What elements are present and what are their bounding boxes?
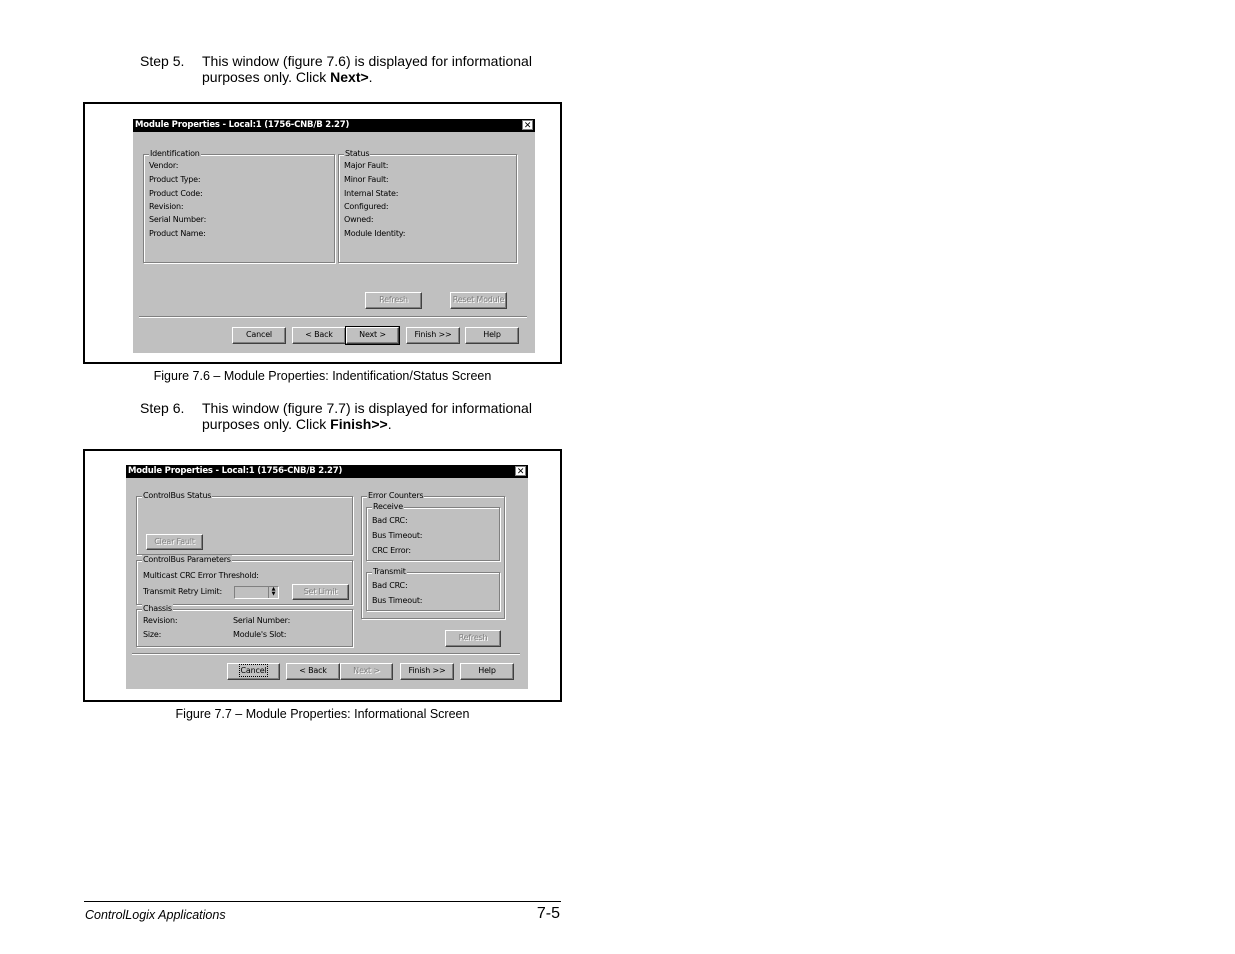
status-group: Status: [338, 154, 517, 263]
next-button[interactable]: Next >: [346, 327, 399, 344]
receive-crc-error-label: CRC Error:: [372, 546, 411, 555]
receive-bus-timeout-label: Bus Timeout:: [372, 531, 423, 540]
chassis-group: Chassis: [136, 609, 353, 647]
chassis-size-label: Size:: [143, 630, 162, 639]
close-icon[interactable]: ✕: [516, 467, 525, 477]
internal-state-label: Internal State:: [344, 189, 399, 198]
major-fault-label: Major Fault:: [344, 161, 389, 170]
finish-button[interactable]: Finish >>: [406, 327, 460, 344]
receive-group: Receive: [366, 507, 500, 561]
step-text: This window (figure 7.6) is displayed for informational purposes only. Click Next>.: [202, 53, 532, 85]
dialog-title-bar: Module Properties - Local:1 (1756-CNB/B 2.27): [133, 119, 535, 132]
back-button[interactable]: < Back: [292, 327, 346, 344]
controlbus-status-group: ControlBus Status: [136, 496, 353, 555]
configured-label: Configured:: [344, 202, 389, 211]
back-button[interactable]: < Back: [286, 663, 340, 680]
refresh-button[interactable]: Refresh: [365, 292, 422, 309]
refresh-button[interactable]: Refresh: [445, 630, 501, 647]
figure-7-6-caption: Figure 7.6 – Module Properties: Indentification/Status Screen: [153, 369, 492, 383]
figure-7-7-caption: Figure 7.7 – Module Properties: Informational Screen: [175, 707, 470, 721]
clear-fault-button[interactable]: Clear Fault: [146, 534, 203, 550]
serial-number-label: Serial Number:: [149, 215, 207, 224]
transmit-bus-timeout-label: Bus Timeout:: [372, 596, 423, 605]
chassis-revision-label: Revision:: [143, 616, 178, 625]
module-identity-label: Module Identity:: [344, 229, 406, 238]
step-5: [140, 53, 570, 87]
reset-module-button[interactable]: Reset Module: [450, 292, 507, 309]
vendor-label: Vendor:: [149, 161, 179, 170]
receive-bad-crc-label: Bad CRC:: [372, 516, 408, 525]
step-number: Step 6.: [140, 400, 185, 416]
help-button[interactable]: Help: [460, 663, 514, 680]
revision-label: Revision:: [149, 202, 184, 211]
owned-label: Owned:: [344, 215, 374, 224]
dialog-title-bar: Module Properties - Local:1 (1756-CNB/B 2.27): [126, 465, 528, 478]
step-text: This window (figure 7.7) is displayed for informational purposes only. Click Finish>>.: [202, 400, 532, 432]
module-properties-dialog-1: [133, 119, 535, 353]
step-number: Step 5.: [140, 53, 185, 69]
close-icon[interactable]: ✕: [523, 121, 532, 131]
error-counters-group: Error Counters: [361, 496, 505, 619]
cancel-button[interactable]: Cancel: [227, 663, 280, 680]
transmit-bad-crc-label: Bad CRC:: [372, 581, 408, 590]
module-slot-label: Module's Slot:: [233, 630, 287, 639]
minor-fault-label: Minor Fault:: [344, 175, 389, 184]
retry-limit-stepper[interactable]: [234, 586, 279, 599]
multicast-crc-label: Multicast CRC Error Threshold:: [143, 571, 259, 580]
separator: [132, 653, 520, 655]
set-limit-button[interactable]: Set Limit: [292, 584, 349, 600]
product-type-label: Product Type:: [149, 175, 201, 184]
spin-arrows-icon[interactable]: ▲ ▼: [268, 587, 278, 598]
cancel-button[interactable]: Cancel: [232, 327, 286, 344]
page-number: 7-5: [536, 905, 560, 922]
next-button[interactable]: Next >: [340, 663, 393, 680]
separator: [139, 316, 527, 318]
footer-book-title: ControlLogix Applications: [85, 908, 226, 922]
finish-button[interactable]: Finish >>: [400, 663, 454, 680]
controlbus-parameters-group: ControlBus Parameters: [136, 560, 353, 605]
chassis-serial-label: Serial Number:: [233, 616, 291, 625]
step-6: [140, 400, 570, 434]
module-properties-dialog-2: [126, 465, 528, 689]
transmit-retry-label: Transmit Retry Limit:: [143, 587, 222, 596]
help-button[interactable]: Help: [465, 327, 519, 344]
transmit-group: Transmit: [366, 572, 500, 611]
identification-group: Identification: [143, 154, 335, 263]
footer-rule: [84, 901, 561, 902]
product-code-label: Product Code:: [149, 189, 203, 198]
product-name-label: Product Name:: [149, 229, 206, 238]
